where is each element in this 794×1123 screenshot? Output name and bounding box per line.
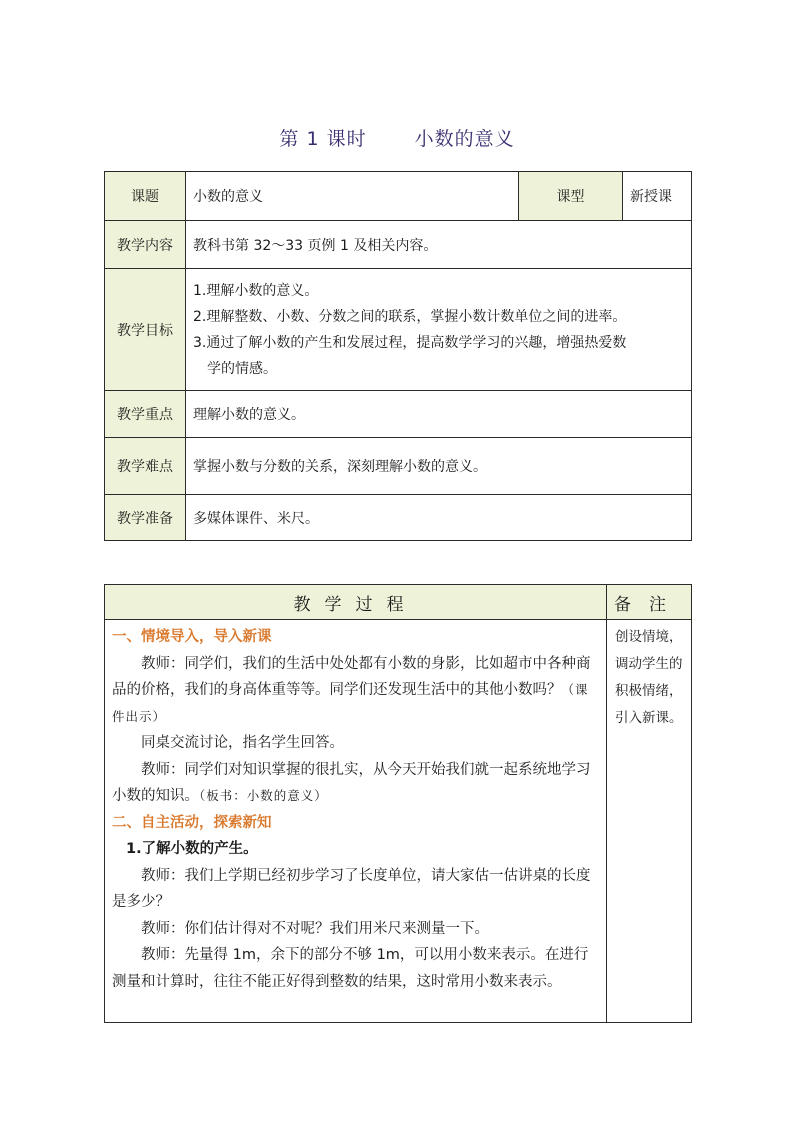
inline-note: （板书：小数的意义） bbox=[199, 788, 328, 803]
prep-value: 多媒体课件、米尺。 bbox=[186, 495, 692, 541]
note-header: 备注 bbox=[607, 585, 692, 620]
goal-item: 1.理解小数的意义。 bbox=[193, 282, 319, 299]
paragraph: 教师：你们估计得对不对呢？我们用米尺来测量一下。 bbox=[141, 920, 489, 937]
lesson-number: 第 1 课时 bbox=[279, 128, 367, 150]
key-label: 教学重点 bbox=[105, 391, 186, 438]
content-label: 教学内容 bbox=[105, 221, 186, 269]
table-row bbox=[105, 391, 692, 438]
type-value: 新授课 bbox=[623, 172, 692, 221]
goal-item: 2.理解整数、小数、分数之间的联系，掌握小数计数单位之间的进率。 bbox=[193, 308, 627, 325]
goals-label: 教学目标 bbox=[105, 269, 186, 391]
process-header: 教学过程 bbox=[105, 585, 607, 620]
paragraph: 教师：先量得 1m，余下的部分不够 1m，可以用小数来表示。在进行测量和计算时，往往不能正好得到整数的结果，这时常用小数来表示。 bbox=[112, 947, 589, 990]
topic-value: 小数的意义 bbox=[186, 172, 519, 221]
table-row bbox=[105, 221, 692, 269]
paragraph: 同桌交流讨论，指名学生回答。 bbox=[141, 735, 344, 751]
page-title bbox=[0, 124, 794, 151]
table-row bbox=[105, 620, 692, 1023]
table-row bbox=[105, 585, 692, 620]
lesson-info-table bbox=[104, 171, 692, 541]
goal-item: 3.通过了解小数的产生和发展过程，提高数学学习的兴趣，增强热爱数 bbox=[193, 334, 627, 351]
goals-value bbox=[186, 269, 692, 391]
lesson-topic: 小数的意义 bbox=[414, 128, 515, 150]
side-note: 创设情境，调动学生的积极情绪，引入新课。 bbox=[607, 620, 692, 1023]
teaching-process-table bbox=[104, 584, 692, 1023]
table-row bbox=[105, 269, 692, 391]
table-row bbox=[105, 172, 692, 221]
paragraph: 教师：我们上学期已经初步学习了长度单位，请大家估一估讲桌的长度是多少？ bbox=[112, 867, 591, 910]
section-heading: 二、自主活动，探索新知 bbox=[112, 814, 272, 831]
prep-label: 教学准备 bbox=[105, 495, 186, 541]
difficulty-value: 掌握小数与分数的关系，深刻理解小数的意义。 bbox=[186, 438, 692, 495]
paragraph: 教师：同学们，我们的生活中处处都有小数的身影，比如超市中各种商品的价格，我们的身高体重等等。同学们还发现生活中的其他小数吗？（课件出示） bbox=[112, 655, 591, 724]
topic-label: 课题 bbox=[105, 172, 186, 221]
subheading: 1.了解小数的产生。 bbox=[126, 841, 258, 857]
process-body bbox=[105, 620, 607, 1023]
table-row bbox=[105, 438, 692, 495]
key-value: 理解小数的意义。 bbox=[186, 391, 692, 438]
type-label: 课型 bbox=[519, 172, 623, 221]
paragraph: 教师：同学们对知识掌握的很扎实，从今天开始我们就一起系统地学习小数的知识。（板书：小数的意义） bbox=[112, 761, 591, 804]
content-value: 教科书第 32～33 页例 1 及相关内容。 bbox=[186, 221, 692, 269]
table-row bbox=[105, 495, 692, 541]
difficulty-label: 教学难点 bbox=[105, 438, 186, 495]
inline-note: （课件出示） bbox=[112, 682, 589, 724]
goal-item: 学的情感。 bbox=[207, 360, 277, 377]
section-heading: 一、情境导入，导入新课 bbox=[112, 629, 272, 645]
